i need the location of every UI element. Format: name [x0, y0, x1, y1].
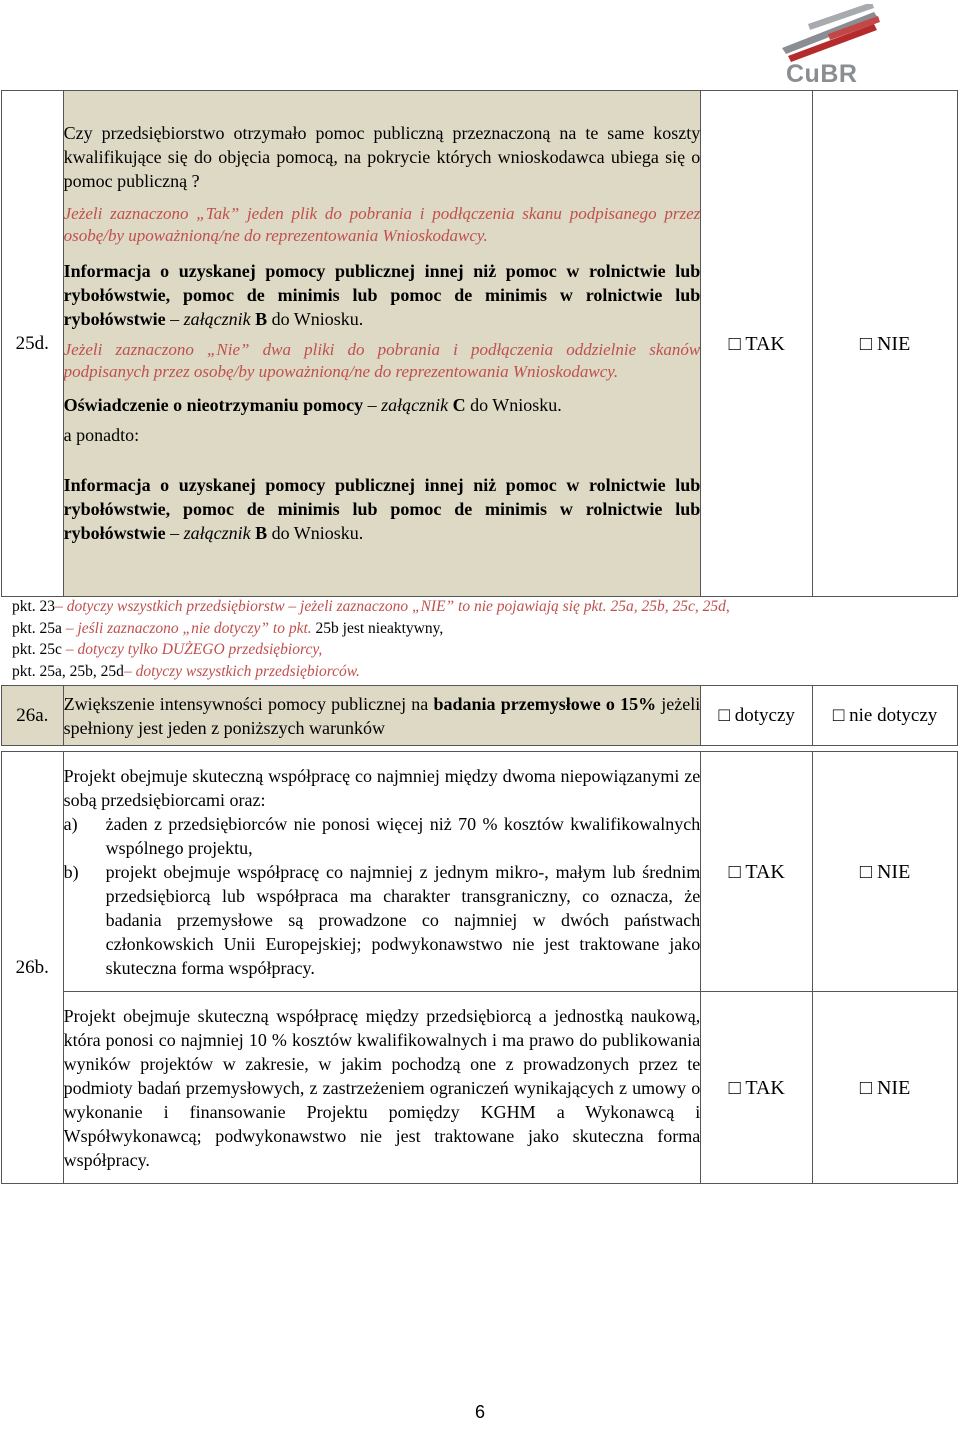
condition-1-intro: Projekt obejmuje skuteczną współpracę co najmniej między dwoma niepowiązanymi ze sobą przedsiębiorcami oraz: [63, 765, 701, 810]
list-item: a) żaden z przedsiębiorców nie ponosi więcej niż 70 % kosztów kwalifikowalnych wspólnego projektu, [63, 813, 701, 858]
row-number: 25d. [2, 91, 64, 597]
row-number: 26a. [2, 686, 64, 746]
question-cell [63, 686, 701, 746]
note-line: pkt. 23– dotyczy wszystkich przedsiębiorstw – jeżeli zaznaczono „NIE” to nie pojawiają się pkt. 25a, 25b, 25c, 25d, [12, 598, 730, 615]
row-26b-table [1, 751, 958, 1184]
list-item: b) projekt obejmuje współpracę co najmniej z jednym mikro-, małym lub średnim przedsiębiorcą lub współpraca ma charakter transgraniczny, co oznacza, że badania przemysłowe są prowadzone co najmniej w dwóch państwach członkowskich Unii Europejskiej; podwykonawstwo nie jest traktowane jako skuteczna forma współpracy. [63, 861, 701, 978]
logo-text: CuBR [786, 60, 858, 88]
row-25d-table [1, 90, 958, 597]
option-tak[interactable]: □ TAK [701, 992, 813, 1184]
row-26a-table [1, 685, 958, 746]
question-text: Zwiększenie intensywności pomocy publicznej na badania przemysłowe o 15% jeżeli spełniony jest jeden z poniższych warunków [63, 693, 701, 738]
condition-1-list [64, 812, 701, 980]
info-attachment-b-2: Informacja o uzyskanej pomocy publicznej innej niż pomoc w rolnictwie lub rybołówstwie, pomoc de minimis lub pomoc de minimis w rolnictwie lub rybołówstwie – załącznik B do Wniosku. [63, 474, 701, 543]
question-cell [63, 91, 701, 597]
also-label: a ponadto: [63, 424, 140, 445]
note-line: pkt. 25a, 25b, 25d– dotyczy wszystkich przedsiębiorców. [12, 662, 360, 680]
option-nie[interactable]: □ NIE [813, 91, 958, 597]
logo-stripes-icon [778, 4, 882, 64]
condition-2-cell [63, 992, 701, 1184]
notes-block [12, 596, 952, 682]
option-tak[interactable]: □ TAK [701, 91, 813, 597]
option-dotyczy[interactable]: □ dotyczy [701, 686, 813, 746]
option-tak[interactable]: □ TAK [701, 752, 813, 992]
note-if-nie: Jeżeli zaznaczono „Nie” dwa pliki do pobrania i podłączenia oddzielnie skanów podpisanych przez osobę/by upoważnioną/ne do reprezentowania Wnioskodawcy. [63, 339, 701, 381]
option-nie-dotyczy[interactable]: □ nie dotyczy [813, 686, 958, 746]
info-attachment-b: Informacja o uzyskanej pomocy publicznej innej niż pomoc w rolnictwie lub rybołówstwie, pomoc de minimis lub pomoc de minimis w rolnictwie lub rybołówstwie – załącznik B do Wniosku. [63, 260, 701, 329]
option-nie[interactable]: □ NIE [813, 992, 958, 1184]
declaration-attachment-c: Oświadczenie o nieotrzymaniu pomocy – załącznik C do Wniosku. [63, 394, 562, 415]
page-number: 6 [474, 1402, 485, 1422]
note-line: pkt. 25a – jeśli zaznaczono „nie dotyczy” to pkt. 25b jest nieaktywny, [12, 619, 444, 637]
note-line: pkt. 25c – dotyczy tylko DUŻEGO przedsiębiorcy, [12, 641, 323, 658]
row-number: 26b. [2, 752, 64, 1184]
question-text: Czy przedsiębiorstwo otrzymało pomoc publiczną przeznaczoną na te same koszty kwalifikujące się do objęcia pomocą, na pokrycie których wnioskodawca ubiega się o pomoc publiczną ? [63, 122, 701, 191]
condition-2-text: Projekt obejmuje skuteczną współpracę między przedsiębiorcą a jednostką naukową, która ponosi co najmniej 10 % kosztów kwalifikowalnych i ma prawo do publikowania wyników projektów w zakresie, w jakim pochodzą one z prowadzonych przez te podmioty badań przemysłowych, z zastrzeżeniem ograniczeń wynikających z umowy o wykonanie i finansowanie Projektu pomiędzy KGHM a Wykonawcą i Współwykonawcą; podwykonawstwo nie jest traktowane jako skuteczna forma współpracy. [63, 1005, 701, 1170]
cubr-logo [778, 4, 882, 88]
option-nie[interactable]: □ NIE [813, 752, 958, 992]
note-if-tak: Jeżeli zaznaczono „Tak” jeden plik do pobrania i podłączenia skanu podpisanego przez osobę/by upoważnioną/ne do reprezentowania Wnioskodawcy. [63, 203, 701, 245]
condition-1-cell [63, 752, 701, 992]
